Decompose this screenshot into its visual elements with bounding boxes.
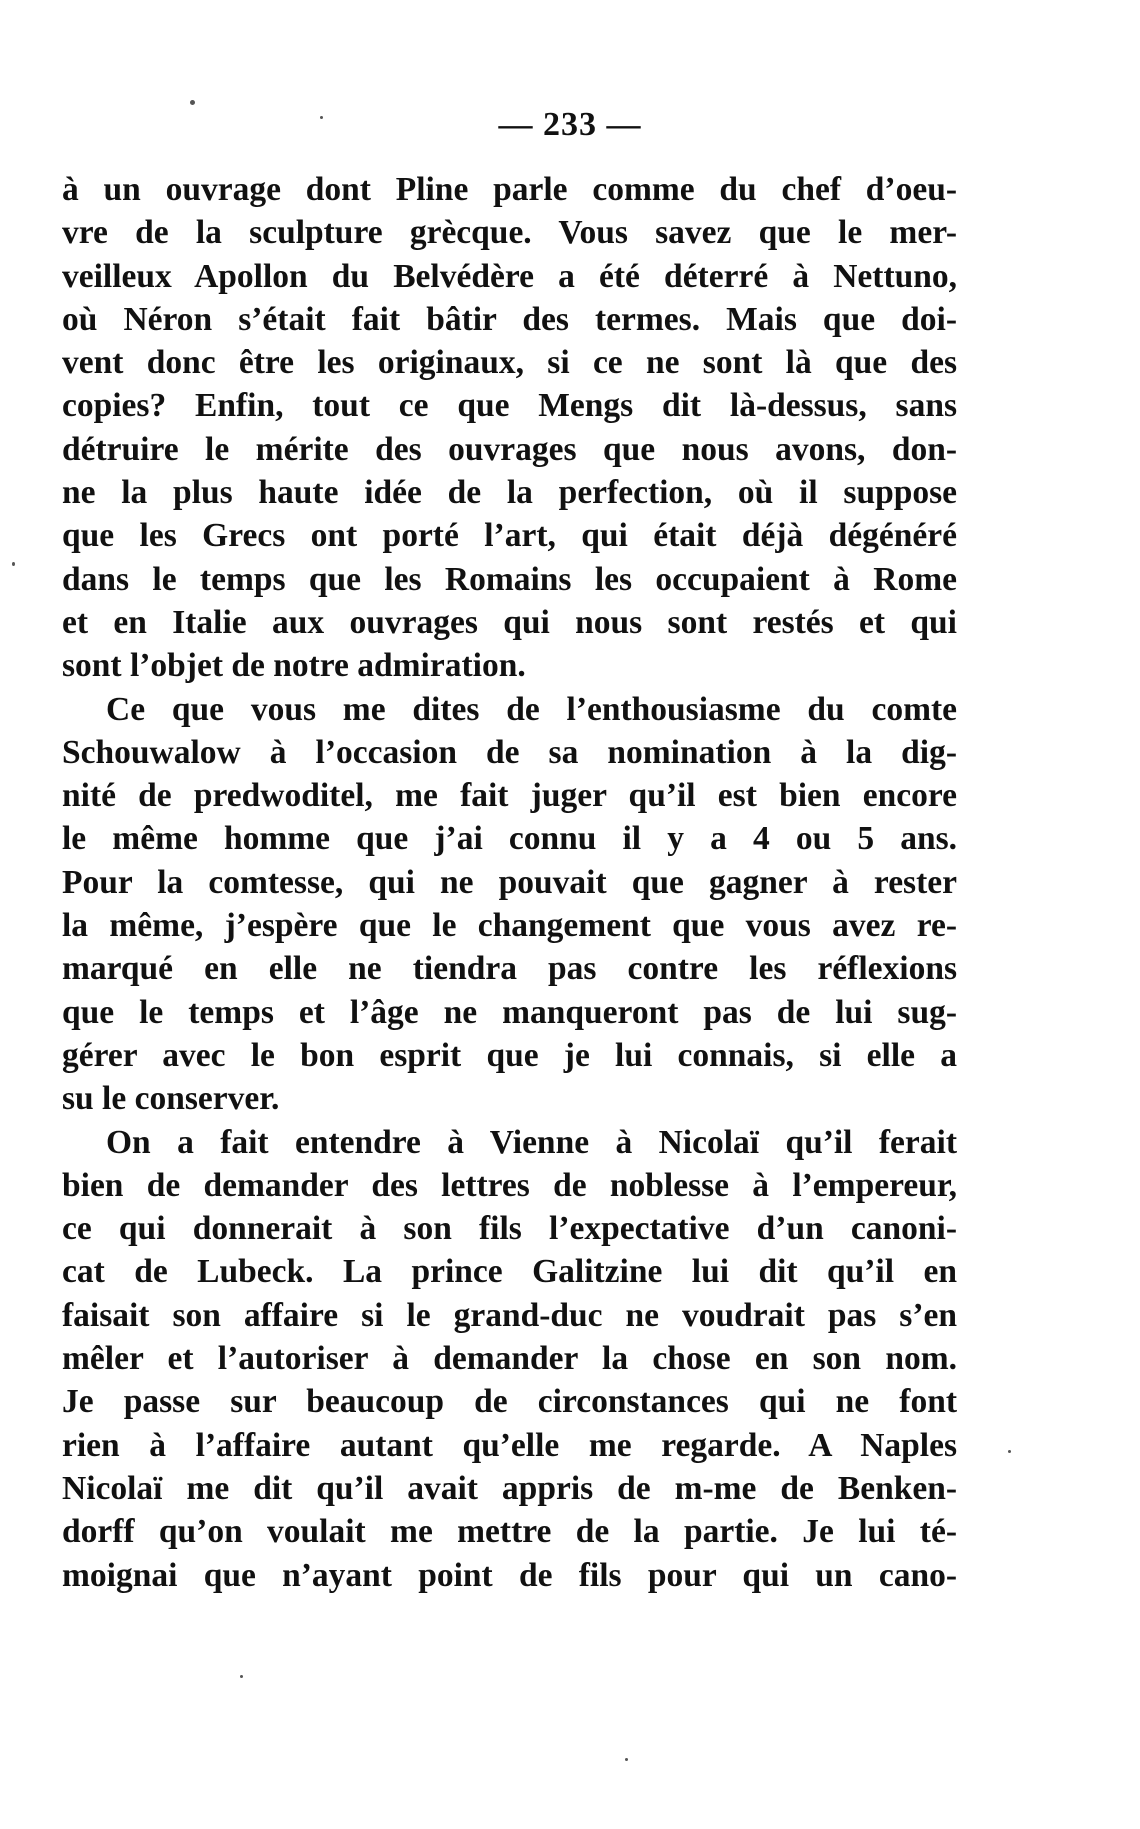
print-speck [240, 1675, 243, 1678]
text-line: moignai que n’ayant point de fils pour qui un cano- [62, 1556, 957, 1594]
text-line: ne la plus haute idée de la perfection, où il suppose [62, 474, 957, 512]
text-line: rien à l’affaire autant qu’elle me regarde. A Naples [62, 1426, 957, 1464]
text-line: su le conserver. [62, 1080, 280, 1118]
text-line: à un ouvrage dont Pline parle comme du chef d’oeu- [62, 171, 957, 208]
text-line: mêler et l’autoriser à demander la chose en son nom. [62, 1340, 957, 1378]
print-speck [625, 1758, 628, 1761]
text-line: le même homme que j’ai connu il y a 4 ou 5 ans. [62, 820, 957, 858]
text-line: bien de demander des lettres de noblesse à l’empereur, [62, 1166, 957, 1204]
text-line: marqué en elle ne tiendra pas contre les réflexions [62, 950, 957, 988]
text-line: cat de Lubeck. La prince Galitzine lui dit qu’il en [62, 1253, 957, 1291]
text-line: ce qui donnerait à son fils l’expectative d’un canoni- [62, 1210, 957, 1248]
text-line: Pour la comtesse, qui ne pouvait que gagner à rester [62, 863, 957, 901]
text-line: que le temps et l’âge ne manqueront pas de lui sug- [62, 993, 957, 1031]
text-line: vent donc être les originaux, si ce ne sont là que des [62, 344, 957, 382]
text-line: Nicolaï me dit qu’il avait appris de m-me de Benken- [62, 1469, 957, 1507]
text-line: la même, j’espère que le changement que vous avez re- [62, 907, 957, 945]
text-line: détruire le mérite des ouvrages que nous avons, don- [62, 430, 957, 468]
text-line: gérer avec le bon esprit que je lui connais, si elle a [62, 1036, 957, 1074]
text-line: Je passe sur beaucoup de circonstances qui ne font [62, 1383, 957, 1421]
text-line: faisait son affaire si le grand-duc ne voudrait pas s’en [62, 1296, 957, 1334]
text-line: dans le temps que les Romains les occupaient à Rome [62, 560, 957, 598]
text-line: Schouwalow à l’occasion de sa nomination à la dig- [62, 733, 957, 771]
text-line: dorff qu’on voulait me mettre de la partie. Je lui té- [62, 1513, 957, 1551]
text-line: copies? Enfin, tout ce que Mengs dit là-dessus, sans [62, 387, 957, 425]
text-line: veilleux Apollon du Belvédère a été déterré à Nettuno, [62, 257, 957, 295]
body-text [62, 168, 957, 1597]
text-line: sont l’objet de notre admiration. [62, 647, 526, 685]
page-number: — 233 — [498, 106, 642, 143]
text-line: où Néron s’était fait bâtir des termes. Mais que doi- [62, 300, 957, 338]
print-speck [190, 100, 195, 105]
print-speck [12, 562, 15, 566]
text-line: nité de predwoditel, me fait juger qu’il est bien encore [62, 777, 957, 815]
text-line: On a fait entendre à Vienne à Nicolaï qu’il ferait [106, 1123, 957, 1161]
text-line: Ce que vous me dites de l’enthousiasme du comte [106, 690, 957, 728]
text-line: vre de la sculpture grècque. Vous savez que le mer- [62, 214, 957, 252]
text-line: et en Italie aux ouvrages qui nous sont restés et qui [62, 603, 957, 641]
text-line: que les Grecs ont porté l’art, qui était déjà dégénéré [62, 517, 957, 555]
print-speck [1008, 1450, 1011, 1453]
